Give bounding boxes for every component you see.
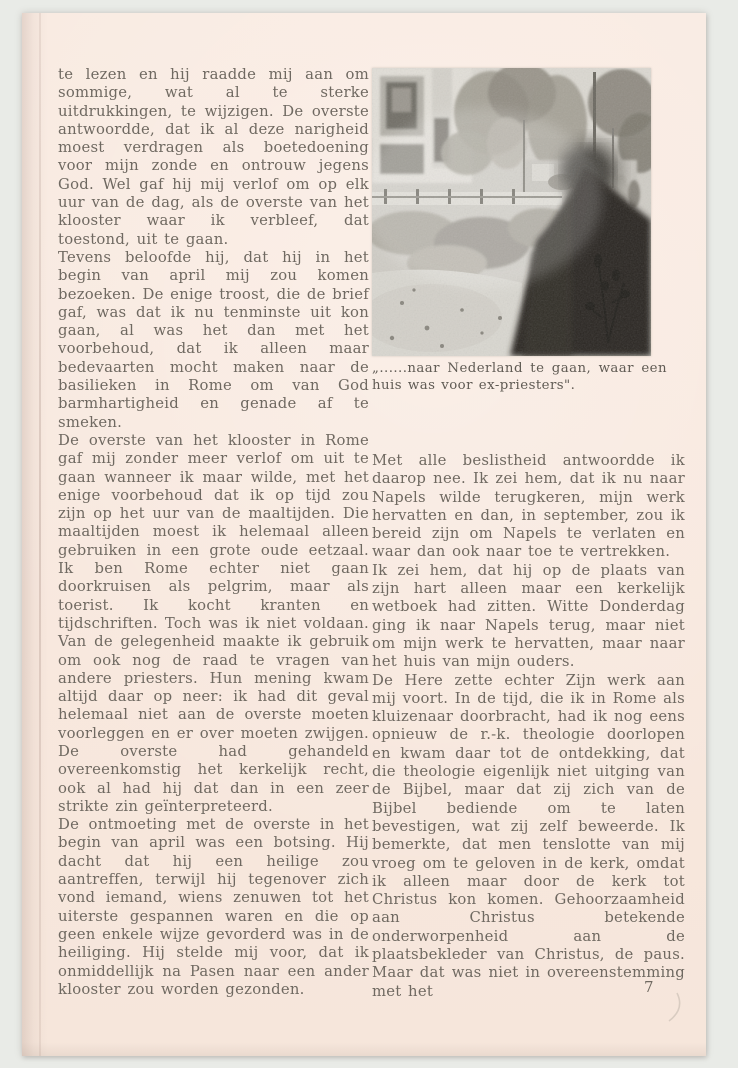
paragraph: De overste van het klooster in Rome gaf mij zonder meer verlof om uit te gaan wanneer ik maar wilde, met het enige voorbehoud dat ik op tijd zou zijn op het uur van de maaltijden. Die maaltijden moest ik helemaal alleen gebruiken in een grote oude eetzaal. Ik ben Rome echter niet gaan doorkruisen als pelgrim, maar als toerist. Ik kocht kranten en tijdschriften. Toch was ik niet voldaan. Van de gelegenheid maakte ik gebruik om ook nog de raad te vragen van andere priesters. Hun mening kwam altijd daar op neer: ik had dit geval helemaal niet aan de overste moeten voorleggen en er over moeten zwijgen. De overste had gehandeld overeenkomstig het kerkelijk recht, ook al had hij dat dan in een zeer strikte zin geïnterpreteerd. bbox=[58, 431, 369, 815]
page-bottom-shadow bbox=[22, 1042, 706, 1056]
paragraph: De ontmoeting met de overste in het begin van april was een botsing. Hij dacht dat hij een heilige zou aantreffen, terwijl hij tegenover zich vond iemand, wiens zenuwen tot het uiterste gespannen waren en die op geen enkele wijze gevorderd was in de heiliging. Hij stelde mij voor, dat ik onmiddellijk na Pasen naar een ander klooster zou worden gezonden. bbox=[58, 816, 369, 998]
photo bbox=[372, 68, 651, 356]
right-text-column bbox=[372, 452, 685, 1001]
paragraph: Met alle beslistheid antwoordde ik daarop nee. Ik zei hem, dat ik nu naar Napels wilde terugkeren, mijn werk hervatten en dan, in september, zou ik bereid zijn om Napels te verlaten en waar dan ook naar toe te vertrekken. bbox=[372, 452, 685, 561]
left-text-column bbox=[58, 66, 369, 999]
page-number: 7 bbox=[643, 978, 654, 996]
paragraph: De Here zette echter Zijn werk aan mij voort. In de tijd, die ik in Rome als kluizenaar doorbracht, had ik nog eens opnieuw de r.-k. theologie doorlopen en kwam daar tot de ontdekking, dat die theologie eigenlijk niet uitging van de Bijbel, maar dat zij zich van de Bijbel bediende om te laten bevestigen, wat zij zelf beweerde. Ik bemerkte, dat men tenslotte van mij vroeg om te geloven in de kerk, omdat ik alleen maar door de kerk tot Christus kon komen. Gehoorzaamheid aan Christus betekende onderworpenheid aan de plaatsbekleder van Christus, de paus. Maar dat was niet in overeenstemming met het bbox=[372, 671, 685, 1000]
binding-crease-line bbox=[39, 13, 41, 1056]
paragraph: te lezen en hij raadde mij aan om sommige, wat al te sterke uitdrukkingen, te wijzigen. De overste antwoordde, dat ik al deze narigheid moest verdragen als boetedoening voor mijn zonde en ontrouw jegens God. Wel gaf hij mij verlof om op elk uur van de dag, als de overste van het klooster waar ik verbleef, dat toestond, uit te gaan. bbox=[58, 66, 369, 248]
photo-illustration bbox=[372, 68, 651, 356]
binding-crease bbox=[22, 13, 48, 1056]
paragraph: Tevens beloofde hij, dat hij in het begin van april mij zou komen bezoeken. De enige troost, die de brief gaf, was dat ik nu tenminste uit kon gaan, al was het dan met het voorbehoud, dat ik alleen maar bedevaarten mocht maken naar de basilieken in Rome om van God barmhartigheid en genade af te smeken. bbox=[58, 248, 369, 431]
book-page bbox=[22, 13, 706, 1056]
paragraph: Ik zei hem, dat hij op de plaats van zijn hart alleen maar een kerkelijk wetboek had zitten. Witte Donderdag ging ik naar Napels terug, maar niet om mijn werk te hervatten, maar naar het huis van mijn ouders. bbox=[372, 561, 685, 671]
photo-caption: „......naar Nederland te gaan, waar een huis was voor ex-priesters". bbox=[372, 361, 667, 393]
